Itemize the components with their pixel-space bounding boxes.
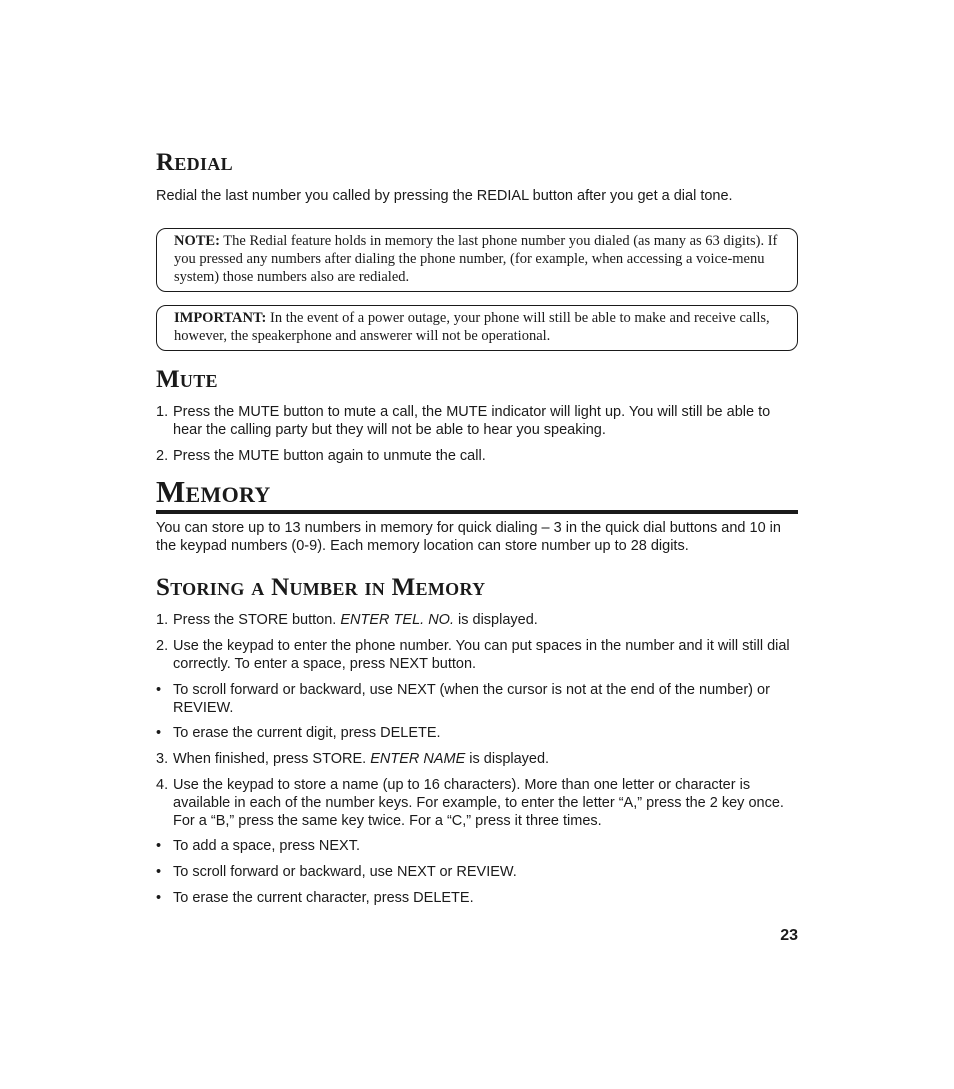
bullet-marker: • — [156, 682, 162, 698]
redial-text: Redial the last number you called by pressing the REDIAL button after you get a dial tone. — [156, 188, 733, 204]
list-item — [156, 750, 798, 768]
note-box — [156, 228, 798, 292]
important-box — [156, 305, 798, 351]
important-text: In the event of a power outage, your phone will still be able to make and receive calls, however, the speakerphone and answerer will not be operational. — [174, 310, 770, 344]
list-text: When finished, press STORE. ENTER NAME is displayed. — [173, 751, 550, 767]
list-item — [156, 681, 798, 717]
bullet-marker: • — [156, 864, 162, 880]
list-marker: 2. — [156, 638, 169, 654]
list-text: To scroll forward or backward, use NEXT (when the cursor is not at the end of the number) or REVIEW. — [173, 682, 770, 716]
list-item — [156, 837, 798, 855]
list-marker: 1. — [156, 404, 169, 420]
list-text: To add a space, press NEXT. — [173, 838, 360, 854]
list-item — [156, 863, 798, 881]
mute-heading: Mute — [156, 366, 218, 393]
list-text: Use the keypad to enter the phone number. You can put spaces in the number and it will still dial correctly. To enter a space, press NEXT button. — [173, 638, 790, 672]
memory-text: You can store up to 13 numbers in memory for quick dialing – 3 in the quick dial buttons and 10 in the keypad numbers (0-9). Each memory location can store number up to 28 digits. — [156, 520, 781, 554]
page-number: 23 — [780, 927, 798, 944]
memory-heading: Memory — [156, 476, 798, 514]
list-marker: 2. — [156, 448, 169, 464]
list-text: Press the STORE button. ENTER TEL. NO. is displayed. — [173, 612, 538, 628]
bullet-marker: • — [156, 890, 162, 906]
list-item — [156, 447, 798, 465]
list-text: To erase the current digit, press DELETE. — [173, 725, 441, 741]
list-text: Use the keypad to store a name (up to 16 characters). More than one letter or character is available in each of the number keys. For example, to enter the letter “A,” press the 2 key once. For a “B,” press the same key twice. For a “C,” press it three times. — [173, 777, 784, 829]
note-text: The Redial feature holds in memory the last phone number you dialed (as many as 63 digits). If you pressed any numbers after dialing the phone number, (for example, when accessing a voice-menu system) those numbers also are redialed. — [174, 233, 778, 285]
storing-heading: Storing a Number in Memory — [156, 574, 486, 601]
list-item — [156, 637, 798, 673]
list-item — [156, 611, 798, 629]
list-text: Press the MUTE button to mute a call, the MUTE indicator will light up. You will still be able to hear the calling party but they will not be able to hear you speaking. — [173, 404, 771, 438]
list-text: To erase the current character, press DELETE. — [173, 890, 474, 906]
list-text: To scroll forward or backward, use NEXT or REVIEW. — [173, 864, 517, 880]
list-item — [156, 889, 798, 907]
list-item — [156, 724, 798, 742]
bullet-marker: • — [156, 838, 162, 854]
list-marker: 4. — [156, 777, 169, 793]
note-label: NOTE: — [174, 233, 220, 249]
list-marker: 3. — [156, 751, 169, 767]
list-marker: 1. — [156, 612, 169, 628]
list-item — [156, 403, 798, 439]
bullet-marker: • — [156, 725, 162, 741]
important-label: IMPORTANT: — [174, 310, 267, 326]
redial-heading: Redial — [156, 149, 233, 176]
list-item — [156, 776, 798, 830]
list-text: Press the MUTE button again to unmute the call. — [173, 448, 486, 464]
